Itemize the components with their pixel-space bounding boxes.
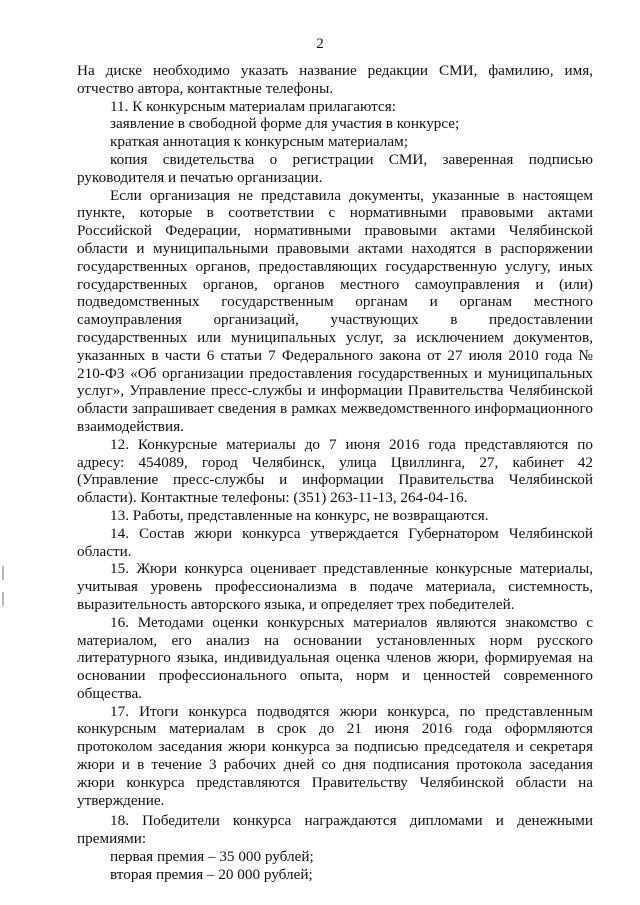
paragraph-annotation: краткая аннотация к конкурсным материалам; [110, 133, 408, 151]
document-body [77, 62, 593, 884]
scan-edge-mark [2, 566, 4, 580]
paragraph-certificate-copy: копия свидетельства о регистрации СМИ, заверенная подписью руководителя и печатью организации. [77, 150, 593, 186]
paragraph-item-18: 18. Победители конкурса награждаются дипломами и денежными премиями: [77, 812, 593, 848]
paragraph-item-12: 12. Конкурсные материалы до 7 июня 2016 года представляются по адресу: 454089, город Челябинск, улица Цвиллинга, 27, кабинет 42 (Управление пресс-службы и информации Правительства Челябинской области). Контактные телефоны: (351) 263-11-13, 264-04-16. [77, 435, 593, 507]
paragraph-item-13: 13. Работы, представленные на конкурс, не возвращаются. [110, 506, 489, 524]
page-number: 2 [316, 36, 324, 52]
paragraph-item-15: 15. Жюри конкурса оценивает представленные конкурсные материалы, учитывая уровень профессионализма в подаче материала, системность, выразительность авторского языка, и определяет трех победителей. [77, 560, 593, 613]
scan-edge-mark [2, 592, 4, 606]
paragraph-application: заявление в свободной форме для участия в конкурсе; [110, 115, 460, 133]
paragraph-interagency-request: Если организация не представила документы, указанные в настоящем пункте, которые в соответствии с нормативными правовыми актами Российской Федерации, нормативными правовыми актами Челябинской области и муниципальными правовыми актами находятся в распоряжении государственных органов, предоставляющих государственную услугу, иных государственных органов, органов местного самоуправления и (или) подведомственных государственным органам и органам местного самоуправления организаций, участвующих в предоставлении государственных или муниципальных услуг, за исключением документов, указанных в части 6 статьи 7 Федерального закона от 27 июля 2010 года № 210-ФЗ «Об организации предоставления государственных и муниципальных услуг», Управление пресс-службы и информации Правительства Челябинской области запрашивает сведения в рамках межведомственного информационного взаимодействия. [77, 186, 593, 435]
paragraph-second-prize: вторая премия – 20 000 рублей; [110, 865, 313, 883]
paragraph-disk-info: На диске необходимо указать название редакции СМИ, фамилию, имя, отчество автора, контактные телефоны. [77, 62, 593, 97]
paragraph-item-16: 16. Методами оценки конкурсных материалов являются знакомство с материалом, его анализ на основании установленных норм русского литературного языка, индивидуальная оценка членов жюри, формируемая на основании профессионального опыта, норм и ценностей современного общества. [77, 613, 593, 702]
paragraph-first-prize: первая премия – 35 000 рублей; [110, 848, 314, 866]
paragraph-item-17: 17. Итоги конкурса подводятся жюри конкурса, по представленным конкурсным материалам в срок до 21 июня 2016 года оформляются протоколом заседания жюри конкурса за подписью председателя и секретаря жюри и в течение 3 рабочих дней со дня подписания протокола заседания жюри конкурса представляются Правительству Челябинской области на утверждение. [77, 702, 593, 809]
paragraph-item-14: 14. Состав жюри конкурса утверждается Губернатором Челябинской области. [77, 524, 593, 560]
paragraph-item-11: 11. К конкурсным материалам прилагаются: [110, 97, 396, 115]
